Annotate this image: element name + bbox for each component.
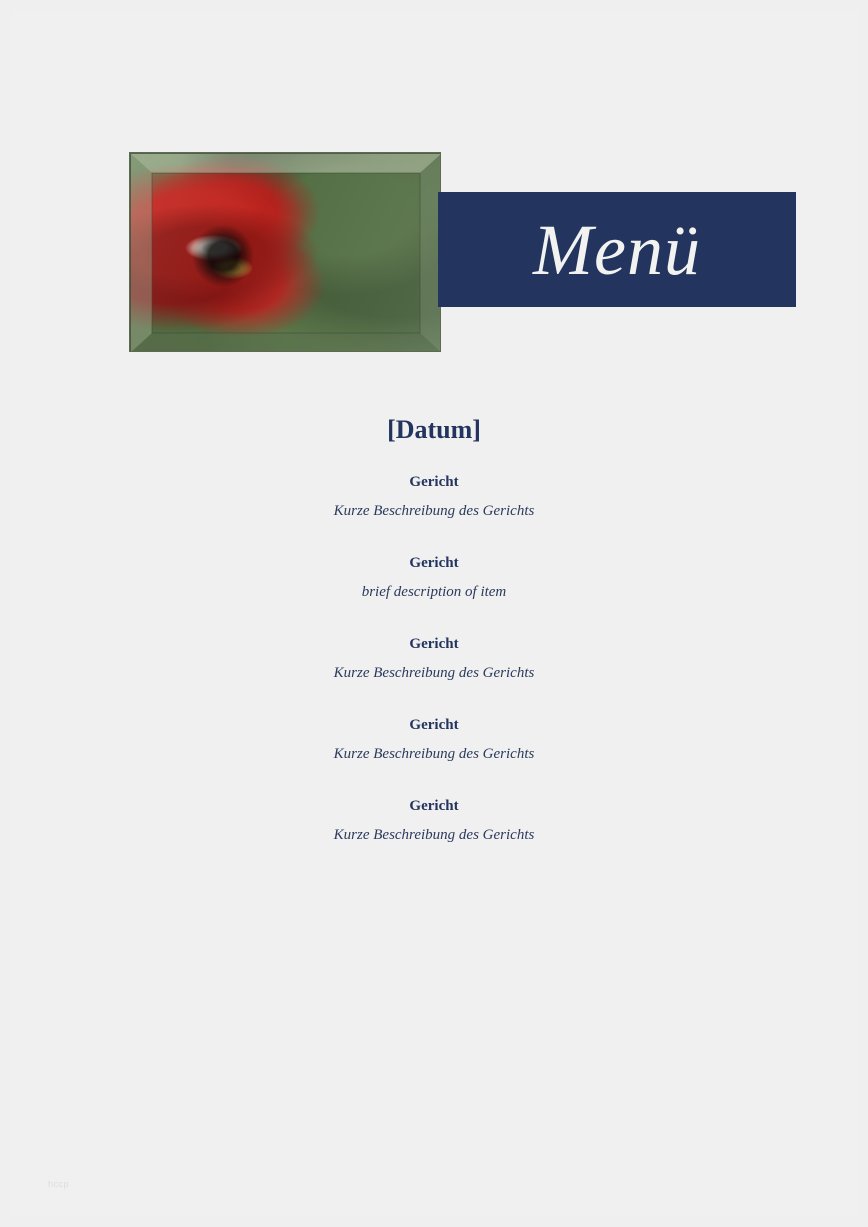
menu-item-description: Kurze Beschreibung des Gerichts [333, 746, 535, 762]
menu-item-description: Kurze Beschreibung des Gerichts [333, 665, 535, 681]
header-photo [129, 152, 441, 352]
photo-bevel-frame [130, 153, 440, 351]
list-item [10, 713, 858, 766]
menu-item-description: Kurze Beschreibung des Gerichts [333, 827, 535, 843]
list-item [10, 470, 858, 523]
list-item [10, 551, 858, 604]
menu-item-name: Gericht [409, 717, 459, 733]
menu-item-description: brief description of item [361, 584, 507, 600]
menu-item-name: Gericht [409, 555, 459, 571]
menu-item-name: Gericht [409, 798, 459, 814]
list-item [10, 794, 858, 847]
watermark: hccp [48, 1179, 70, 1189]
menu-date: [Datum] [387, 415, 481, 444]
document-sheet [10, 10, 858, 1217]
menu-item-description: Kurze Beschreibung des Gerichts [333, 503, 535, 519]
menu-item-name: Gericht [409, 636, 459, 652]
menu-item-list [10, 470, 858, 875]
list-item [10, 632, 858, 685]
page-title: Menü [533, 209, 701, 290]
menu-item-name: Gericht [409, 474, 459, 490]
